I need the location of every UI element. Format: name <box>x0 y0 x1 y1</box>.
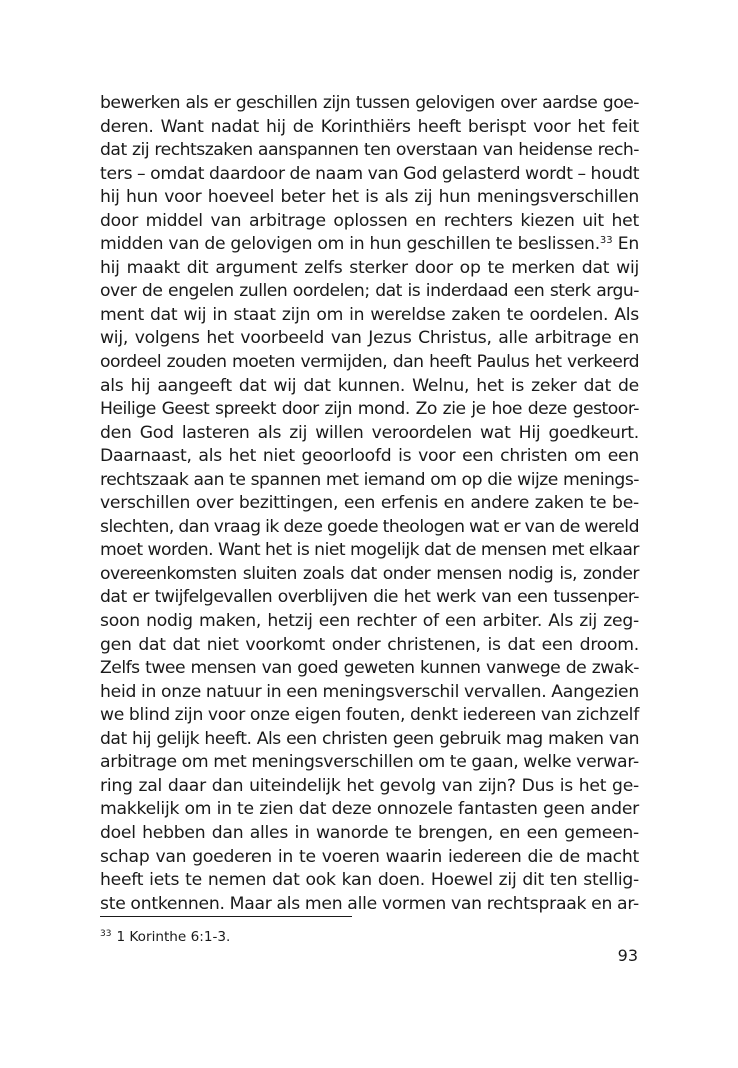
text-line: hij hun voor hoeveel beter het is als zij hun meningsverschillen <box>100 187 639 208</box>
text-line: dat er twijfelgevallen overblijven die het werk van een tussenper- <box>100 587 639 608</box>
text-line: wij, volgens het voorbeeld van Jezus Christus, alle arbitrage en <box>100 328 639 349</box>
text-line: oordeel zouden moeten vermijden, dan heeft Paulus het verkeerd <box>100 352 639 373</box>
page-number: 93 <box>617 946 638 965</box>
text-line: als hij aangeeft dat wij dat kunnen. Welnu, het is zeker dat de <box>100 375 639 396</box>
footnote-reference[interactable]: 33 <box>599 235 613 247</box>
text-line: ring zal daar dan uiteindelijk het gevolg van zijn? Dus is het ge- <box>100 775 639 796</box>
text-line: Zelfs twee mensen van goed geweten kunnen vanwege de zwak- <box>100 658 639 679</box>
footnote <box>100 928 500 946</box>
text-line: moet worden. Want het is niet mogelijk dat de mensen met elkaar <box>100 540 639 561</box>
text-line: den God lasteren als zij willen veroordelen wat Hij goedkeurt. <box>100 422 639 443</box>
text-line: dat zij rechtszaken aanspannen ten overstaan van heidense rech- <box>100 140 639 161</box>
text-line: heid in onze natuur in een meningsverschil vervallen. Aangezien <box>100 681 639 702</box>
body-text <box>100 92 639 916</box>
text-line: Daarnaast, als het niet geoorloofd is voor een christen om een <box>100 446 639 467</box>
text-line: we blind zijn voor onze eigen fouten, denkt iedereen van zichzelf <box>100 705 639 726</box>
text-segment: En <box>612 234 640 255</box>
text-line: Heilige Geest spreekt door zijn mond. Zo zie je hoe deze gestoor- <box>100 399 639 420</box>
text-line: overeenkomsten sluiten zoals dat onder mensen nodig is, zonder <box>100 563 639 584</box>
text-line: hij maakt dit argument zelfs sterker door op te merken dat wij <box>100 257 639 278</box>
footnote-number: 33 <box>100 929 112 939</box>
text-line: rechtszaak aan te spannen met iemand om op die wijze menings- <box>100 469 639 490</box>
text-line: ste ontkennen. Maar als men alle vormen van rechtspraak en ar- <box>100 893 639 914</box>
text-line: makkelijk om in te zien dat deze onnozele fantasten geen ander <box>100 799 639 820</box>
text-line: schap van goederen in te voeren waarin iedereen die de macht <box>100 846 639 867</box>
text-line: dat hij gelijk heeft. Als een christen geen gebruik mag maken van <box>100 728 639 749</box>
text-line: door middel van arbitrage oplossen en rechters kiezen uit het <box>100 210 639 231</box>
text-line: slechten, dan vraag ik deze goede theologen wat er van de wereld <box>100 516 639 537</box>
text-line: doel hebben dan alles in wanorde te brengen, en een gemeen- <box>100 822 639 843</box>
text-line: deren. Want nadat hij de Korinthiërs heeft berispt voor het feit <box>100 116 639 137</box>
text-line: over de engelen zullen oordelen; dat is inderdaad een sterk argu- <box>100 281 639 302</box>
text-line: gen dat dat niet voorkomt onder christenen, is dat een droom. <box>100 634 639 655</box>
text-segment: midden van de gelovigen om in hun geschillen te beslissen. <box>100 234 600 255</box>
text-line: heeft iets te nemen dat ook kan doen. Hoewel zij dit ten stellig- <box>100 870 639 891</box>
text-line: bewerken als er geschillen zijn tussen gelovigen over aardse goe- <box>100 93 639 113</box>
text-line: soon nodig maken, hetzij een rechter of een arbiter. Als zij zeg- <box>100 611 639 632</box>
text-line <box>100 233 639 257</box>
text-line: ters – omdat daardoor de naam van God gelasterd wordt – houdt <box>100 163 640 184</box>
text-line: verschillen over bezittingen, een erfenis en andere zaken te be- <box>100 493 639 514</box>
text-line: ment dat wij in staat zijn om in wereldse zaken te oordelen. Als <box>100 304 639 325</box>
footnote-separator <box>100 916 352 917</box>
footnote-text: 1 Korinthe 6:1-3. <box>116 929 231 945</box>
text-line: arbitrage om met meningsverschillen om te gaan, welke verwar- <box>100 752 639 773</box>
